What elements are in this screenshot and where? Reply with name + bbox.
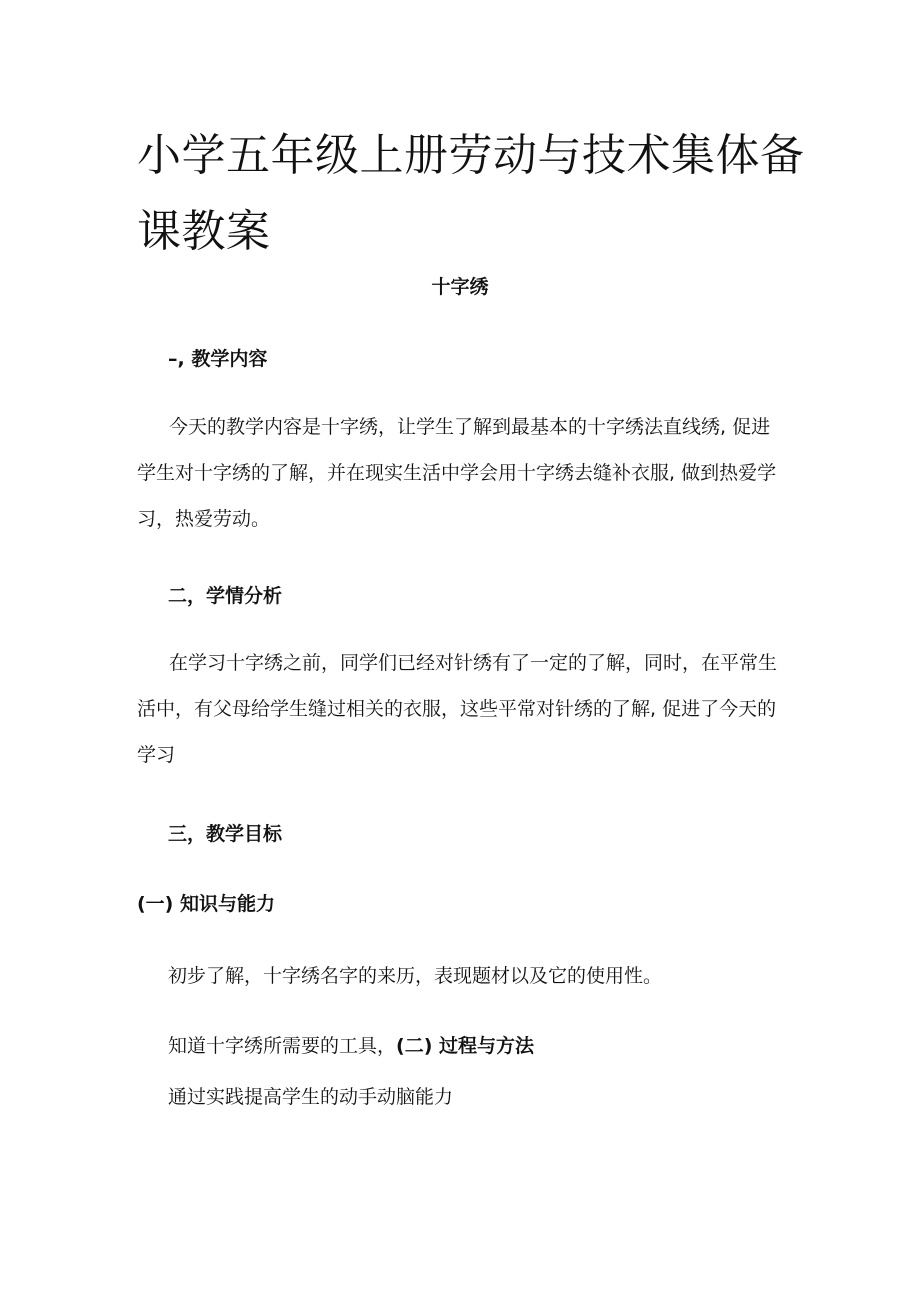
- goal-line-3: 通过实践提高学生的动手动脑能力: [168, 1086, 454, 1108]
- goal-line-1: 初步了解，十字绣名字的来历，表现题材以及它的使用性。: [168, 965, 663, 987]
- section-heading-analysis: 二，学情分析: [168, 585, 283, 607]
- section-heading-content: –, 教学内容: [168, 348, 268, 370]
- section-paragraph-content: 今天的教学内容是十字绣，让学生了解到最基本的十字绣法直线绣, 促进学生对十字绣的了解，并在现实生活中学会用十字绣去缝补衣服, 做到热爱学习，热爱劳动。: [137, 416, 777, 530]
- goal-line-2: [168, 1032, 534, 1060]
- section-heading-goals: 三，教学目标: [168, 823, 283, 845]
- lesson-subtitle: 十字绣: [431, 276, 489, 298]
- subheading-process: (二) 过程与方法: [396, 1035, 534, 1057]
- goal-line-2-text: 知道十字绣所需要的工具，: [168, 1035, 397, 1057]
- section-paragraph-analysis: 在学习十字绣之前，同学们已经对针绣有了一定的了解，同时，在平常生活中，有父母给学生缝过相关的衣服，这些平常对针绣的了解, 促进了今天的学习: [137, 652, 778, 766]
- subheading-knowledge: (一) 知识与能力: [137, 893, 275, 915]
- document-title: 小学五年级上册劳动与技术集体备课教案: [137, 130, 805, 257]
